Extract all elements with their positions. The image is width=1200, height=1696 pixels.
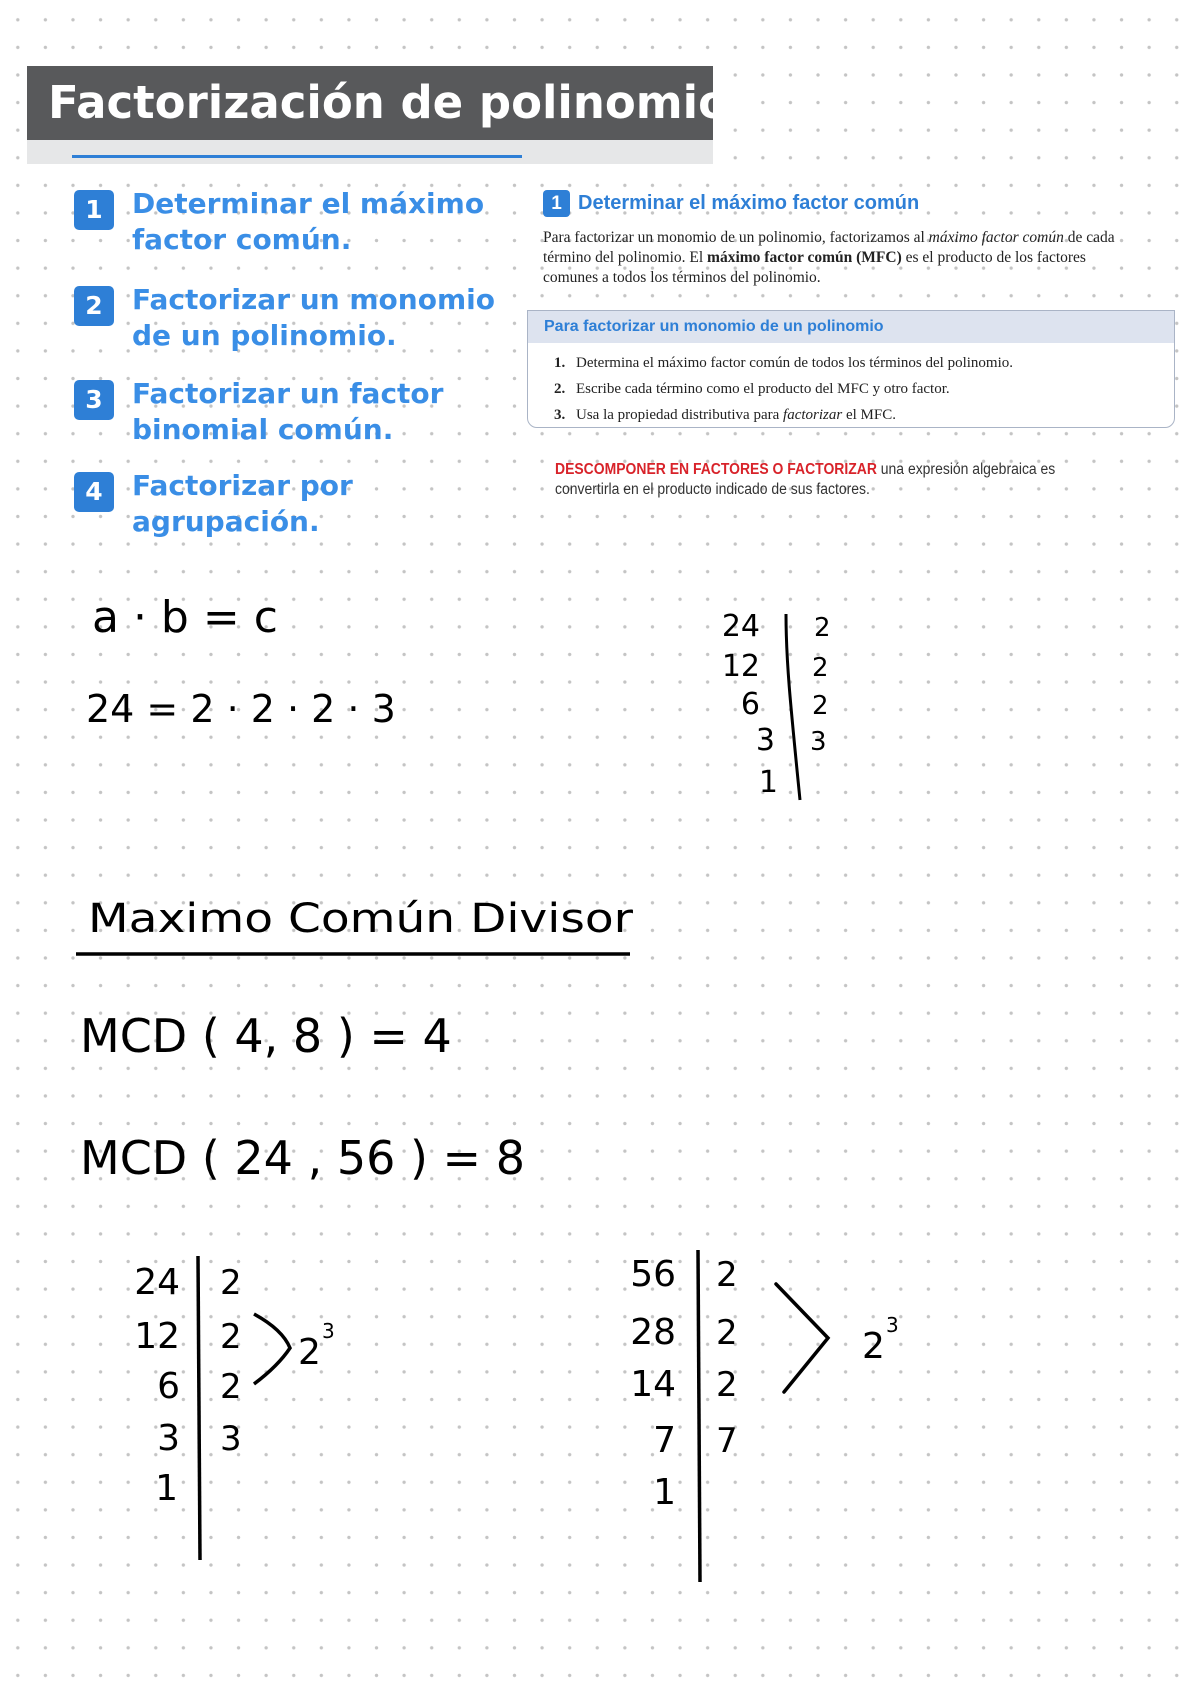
power-base: 2 [298, 1332, 321, 1373]
objective-number: 1 [74, 190, 114, 230]
ladder-dividend: 7 [653, 1420, 676, 1461]
step-number: 1. [554, 355, 566, 371]
objective-text: Factorizar un monomio de un polinomio. [132, 283, 495, 352]
ladder-dividend: 14 [630, 1364, 676, 1405]
ladder-divisor: 2 [220, 1317, 242, 1357]
ladder-divisor: 7 [716, 1421, 738, 1461]
ladder-dividend: 28 [630, 1312, 676, 1353]
step-text: Determina el máximo factor común de todos los términos del polinomio. [576, 355, 1013, 371]
step-number: 3. [554, 407, 566, 423]
step-text: Escribe cada término como el producto del MFC y otro factor. [576, 381, 950, 397]
ladder-line [198, 1256, 200, 1560]
ladder-dividend: 6 [740, 687, 760, 722]
section-title: Determinar el máximo factor común [578, 192, 920, 214]
power-exponent: 3 [322, 1319, 335, 1343]
ladder-divisor: 2 [716, 1313, 738, 1353]
step-text: Usa la propiedad distributiva para [576, 407, 784, 423]
ladder-dividend: 6 [157, 1366, 180, 1407]
ladder-divisor: 2 [812, 691, 829, 721]
power-exponent: 3 [886, 1313, 899, 1337]
procedure-title: Para factorizar un monomio de un polinomio [528, 311, 1174, 343]
group-brace [776, 1284, 828, 1392]
ladder-divisor: 2 [220, 1263, 242, 1303]
ladder-56 [630, 1250, 899, 1582]
objective-number: 4 [74, 472, 114, 512]
power-base: 2 [862, 1326, 885, 1367]
ladder-divisor: 3 [220, 1419, 242, 1459]
equation-abc: a · b = c [92, 592, 278, 643]
page-title: Factorización de polinomios [27, 66, 713, 140]
objective-number: 3 [74, 380, 114, 420]
objective-text: Determinar el máximo factor común. [132, 187, 485, 256]
equation-24-factors: 24 = 2 · 2 · 2 · 3 [86, 687, 396, 731]
mcd-24-56: MCD ( 24 , 56 ) = 8 [80, 1131, 525, 1185]
para-bold: máximo factor común (MFC) [707, 249, 902, 266]
ladder-dividend: 3 [157, 1418, 180, 1459]
ladder-dividend: 1 [653, 1472, 676, 1513]
ladder-24 [134, 1256, 335, 1560]
mcd-4-8: MCD ( 4, 8 ) = 4 [80, 1009, 452, 1063]
ladder-dividend: 12 [721, 649, 760, 684]
heading-mcd: Maximo Común Divisor [88, 896, 634, 942]
ladder-dividend: 3 [755, 723, 775, 758]
ladder-dividend: 12 [134, 1316, 180, 1357]
step-text: el MFC. [842, 407, 896, 423]
para-italic: máximo factor común [928, 229, 1064, 246]
step-number: 2. [554, 381, 566, 397]
group-brace [254, 1314, 290, 1384]
objective-text: Factorizar por agrupación. [132, 469, 353, 538]
definition-term: DESCOMPONER EN FACTORES O FACTORIZAR [555, 461, 877, 478]
ladder-divisor: 2 [716, 1255, 738, 1295]
ladder-dividend: 1 [758, 765, 778, 800]
para-text: de cada término del polinomio. El [543, 229, 1115, 266]
objective-number: 2 [74, 286, 114, 326]
ladder-dividend: 24 [134, 1262, 180, 1303]
ladder-dividend: 24 [721, 609, 760, 644]
ladder-line [698, 1250, 700, 1582]
ladder-divisor: 2 [220, 1367, 242, 1407]
ladder-divisor: 3 [810, 727, 827, 757]
objective-text: Factorizar un factor binomial común. [132, 377, 444, 446]
ladder-divisor: 2 [814, 613, 831, 643]
definition-text: una expresión algebraica es convertirla en el producto indicado de sus factores. [555, 461, 1056, 498]
ladder-24-top [722, 609, 831, 800]
para-text: Para factorizar un monomio de un polinomio, factorizamos al [543, 229, 929, 246]
section-number: 1 [543, 190, 570, 217]
para-text: es el producto de los factores comunes a todos los términos del polinomio. [543, 249, 1086, 286]
step-italic: factorizar [783, 407, 843, 423]
ladder-divisor: 2 [812, 653, 829, 683]
ladder-dividend: 56 [630, 1254, 676, 1295]
ladder-line [786, 614, 800, 800]
ladder-dividend: 1 [155, 1468, 178, 1509]
ladder-divisor: 2 [716, 1365, 738, 1405]
